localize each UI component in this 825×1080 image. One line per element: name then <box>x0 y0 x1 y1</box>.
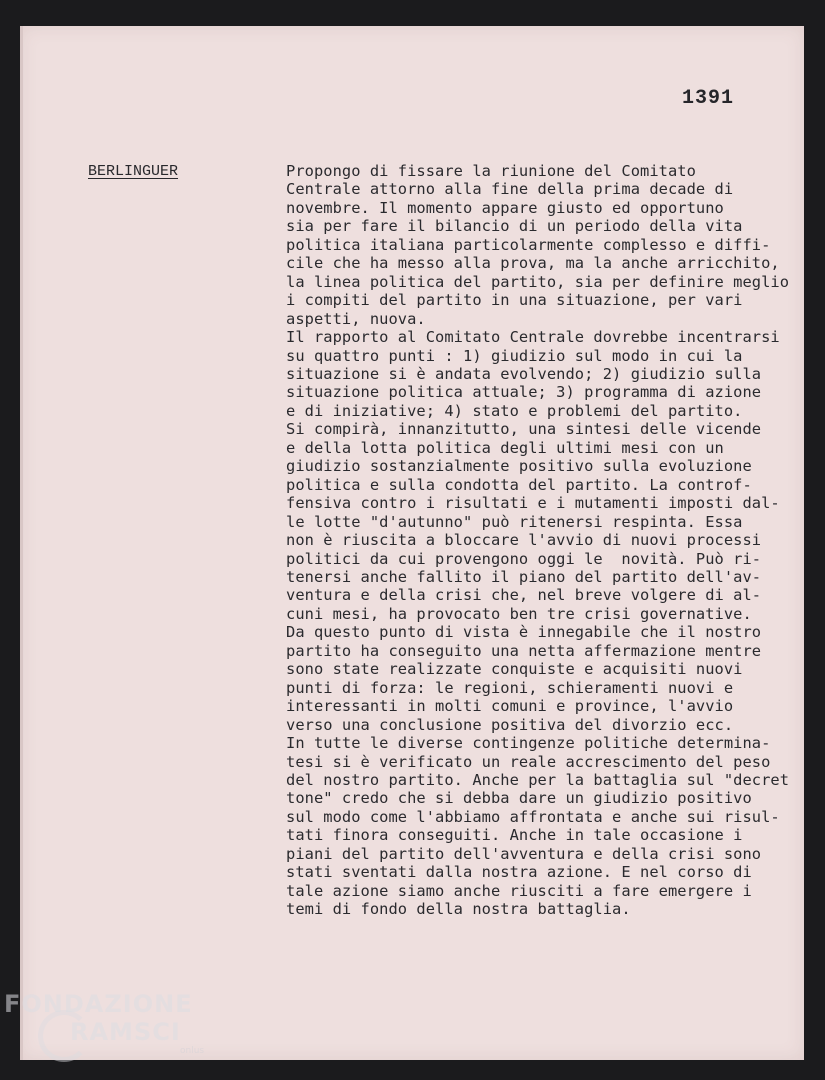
text-line: situazione si è andata evolvendo; 2) giudizio sulla <box>286 364 762 383</box>
text-line: politica italiana particolarmente complesso e diffi- <box>286 235 771 254</box>
speaker-name: BERLINGUER <box>88 163 179 180</box>
text-line: su quattro punti : 1) giudizio sul modo in cui la <box>286 346 743 365</box>
text-line: i compiti del partito in una situazione, per vari <box>286 291 743 310</box>
fondazione-gramsci-watermark <box>4 990 205 1056</box>
text-line: tone" credo che si debba dare un giudizio positivo <box>286 789 752 808</box>
text-line: aspetti, nuova. <box>286 309 426 328</box>
text-line: non è riuscita a bloccare l'avvio di nuovi processi <box>286 531 762 550</box>
text-line: fensiva contro i risultati e i mutamenti imposti dal- <box>286 494 780 513</box>
text-line: la linea politica del partito, sia per definire meglio <box>286 272 790 291</box>
text-line: stati sventati dalla nostra azione. E nel corso di <box>286 863 752 882</box>
text-line: situazione politica attuale; 3) programma di azione <box>286 383 762 402</box>
text-line: verso una conclusione positiva del divorzio ecc. <box>286 715 734 734</box>
text-line: cile che ha messo alla prova, ma la anche arricchito, <box>286 254 780 273</box>
text-line: tati finora conseguiti. Anche in tale occasione i <box>286 826 743 845</box>
text-line: Propongo di fissare la riunione del Comitato <box>286 162 696 180</box>
text-line: Da questo punto di vista è innegabile che il nostro <box>286 623 762 642</box>
text-line: Il rapporto al Comitato Centrale dovrebbe incentrarsi <box>286 328 780 347</box>
text-line: interessanti in molti comuni e province, l'avvio <box>286 697 734 716</box>
text-line: Centrale attorno alla fine della prima decade di <box>286 180 734 199</box>
text-line: giudizio sostanzialmente positivo sulla evoluzione <box>286 457 752 476</box>
text-line: ventura e della crisi che, nel breve volgere di al- <box>286 586 762 605</box>
text-line: sia per fare il bilancio di un periodo della vita <box>286 217 743 236</box>
text-line: novembre. Il momento appare giusto ed opportuno <box>286 198 724 217</box>
text-line: politici da cui provengono oggi le novità. Può ri- <box>286 549 762 568</box>
watermark-line-2: RAMSCI <box>70 1018 181 1046</box>
text-line: le lotte "d'autunno" può ritenersi respinta. Essa <box>286 512 743 531</box>
text-line: politica e sulla condotta del partito. La controf- <box>286 475 752 494</box>
page-edge <box>20 26 23 1060</box>
text-line: e della lotta politica degli ultimi mesi con un <box>286 438 724 457</box>
text-line: sul modo come l'abbiamo affrontata e anche sui risul- <box>286 807 780 826</box>
typed-text-body <box>286 162 806 919</box>
text-line: e di iniziative; 4) stato e problemi del partito. <box>286 401 743 420</box>
text-line: In tutte le diverse contingenze politiche determina- <box>286 734 771 753</box>
text-line: temi di fondo della nostra battaglia. <box>286 900 631 919</box>
text-line: piani del partito dell'avventura e della crisi sono <box>286 844 762 863</box>
text-line: del nostro partito. Anche per la battaglia sul "decret <box>286 770 790 789</box>
text-line: tenersi anche fallito il piano del partito dell'av- <box>286 567 762 586</box>
watermark-suffix: onlus <box>180 1046 205 1056</box>
text-line: Si compirà, innanzitutto, una sintesi delle vicende <box>286 420 762 439</box>
page-number: 1391 <box>682 87 735 110</box>
text-line: sono state realizzate conquiste e acquisiti nuovi <box>286 660 743 679</box>
text-line: punti di forza: le regioni, schieramenti nuovi e <box>286 678 734 697</box>
text-line: tesi si è verificato un reale accrescimento del peso <box>286 752 771 771</box>
text-line: tale azione siamo anche riusciti a fare emergere i <box>286 881 752 900</box>
text-line: partito ha conseguito una netta affermazione mentre <box>286 641 762 660</box>
watermark-line-1: FONDAZIONE <box>4 990 193 1018</box>
text-line: cuni mesi, ha provocato ben tre crisi governative. <box>286 604 752 623</box>
watermark-g-logo-icon <box>38 1010 90 1062</box>
